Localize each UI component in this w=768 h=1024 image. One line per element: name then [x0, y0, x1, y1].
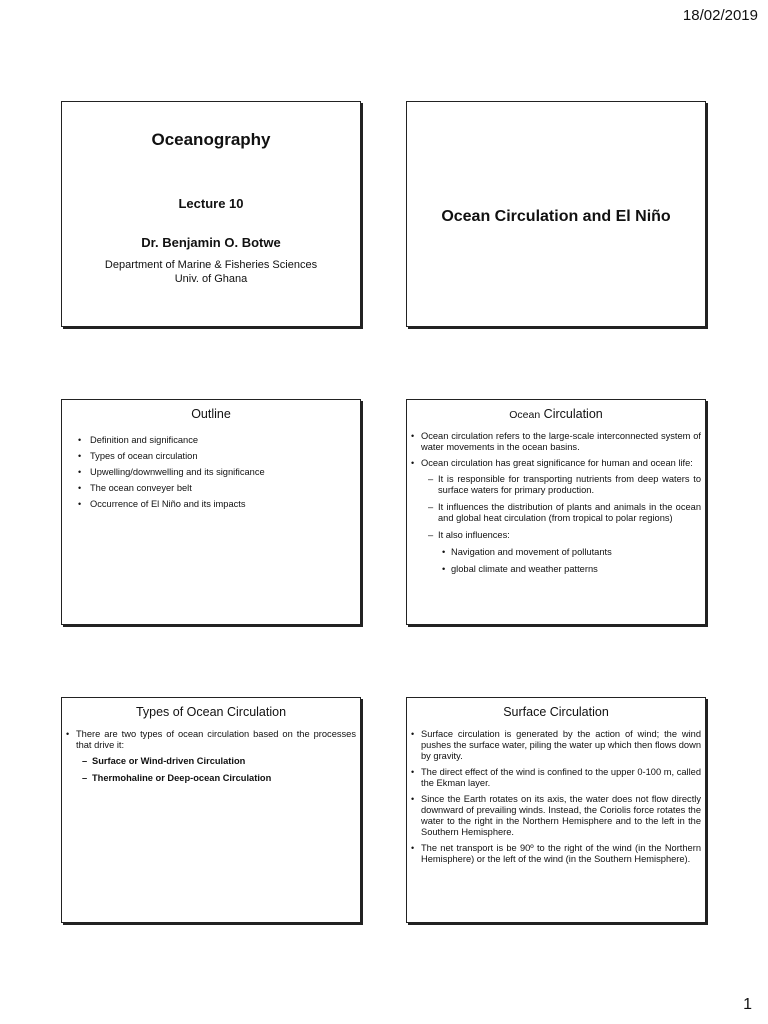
- page-number: 1: [743, 996, 752, 1013]
- university-name: Univ. of Ghana: [174, 273, 248, 285]
- list-item: • Upwelling/downwelling and its significance: [78, 466, 350, 478]
- course-title: Oceanography: [151, 130, 271, 149]
- outline-list: [78, 434, 350, 514]
- list-item: • Types of ocean circulation: [78, 450, 350, 462]
- heading-word-circulation: Circulation: [543, 407, 603, 421]
- sub-item: – Thermohaline or Deep-ocean Circulation: [82, 773, 272, 783]
- heading-word-ocean: Ocean: [509, 409, 541, 421]
- bullet-item: • Surface circulation is generated by the action of wind; the wind pushes the surface water, piling the water up which then flows down by gravity.: [411, 729, 701, 762]
- slide-types-of-circulation: [61, 697, 361, 923]
- list-item: • Definition and significance: [78, 434, 350, 446]
- lecture-number: Lecture 10: [178, 196, 244, 211]
- slide-title: [61, 101, 361, 327]
- sub-sub-item: • Navigation and movement of pollutants: [442, 547, 612, 557]
- slide-heading: Surface Circulation: [503, 705, 609, 719]
- department-name: Department of Marine & Fisheries Sciences: [104, 259, 318, 271]
- bullet-item: • Ocean circulation has great significance for human and ocean life:: [411, 458, 701, 469]
- sub-item: – Surface or Wind-driven Circulation: [82, 756, 246, 766]
- list-item: • The ocean conveyer belt: [78, 482, 350, 494]
- bullet-item: • Since the Earth rotates on its axis, the water does not flow directly downward of prevailing winds. Instead, the Coriolis force rotates the water to the right in the Northern Hemisphere and to the left in the Southern Hemisphere.: [411, 794, 701, 838]
- slide-heading: Types of Ocean Circulation: [135, 705, 287, 719]
- sub-sub-item: • global climate and weather patterns: [442, 564, 598, 574]
- author-name: Dr. Benjamin O. Botwe: [141, 235, 281, 250]
- bullet-item: • There are two types of ocean circulation based on the processes that drive it:: [66, 729, 356, 751]
- topic-title: Ocean Circulation and El Niño: [441, 208, 671, 225]
- bullet-item: • Ocean circulation refers to the large-scale interconnected system of water movements in the ocean basins.: [411, 431, 701, 453]
- slide-outline: [61, 399, 361, 625]
- slide-topic: [406, 101, 706, 327]
- slide-heading: [407, 407, 705, 421]
- sub-item: – It influences the distribution of plants and animals in the ocean and global heat circulation (from tropical to polar regions): [428, 502, 701, 523]
- slide-heading: Outline: [191, 407, 231, 421]
- list-item: • Occurrence of El Niño and its impacts: [78, 498, 350, 510]
- sub-item: – It also influences:: [428, 530, 510, 540]
- slide-surface-circulation: [406, 697, 706, 923]
- sub-item: – It is responsible for transporting nutrients from deep waters to surface waters for primary production.: [428, 474, 701, 495]
- slide-ocean-circulation: [406, 399, 706, 625]
- affiliation: [62, 258, 360, 286]
- page-date: 18/02/2019: [682, 7, 758, 24]
- bullet-item: • The net transport is be 90º to the right of the wind (in the Northern Hemisphere) or the left of the wind (in the Southern Hemisphere).: [411, 843, 701, 865]
- bullet-item: • The direct effect of the wind is confined to the upper 0-100 m, called the Ekman layer.: [411, 767, 701, 789]
